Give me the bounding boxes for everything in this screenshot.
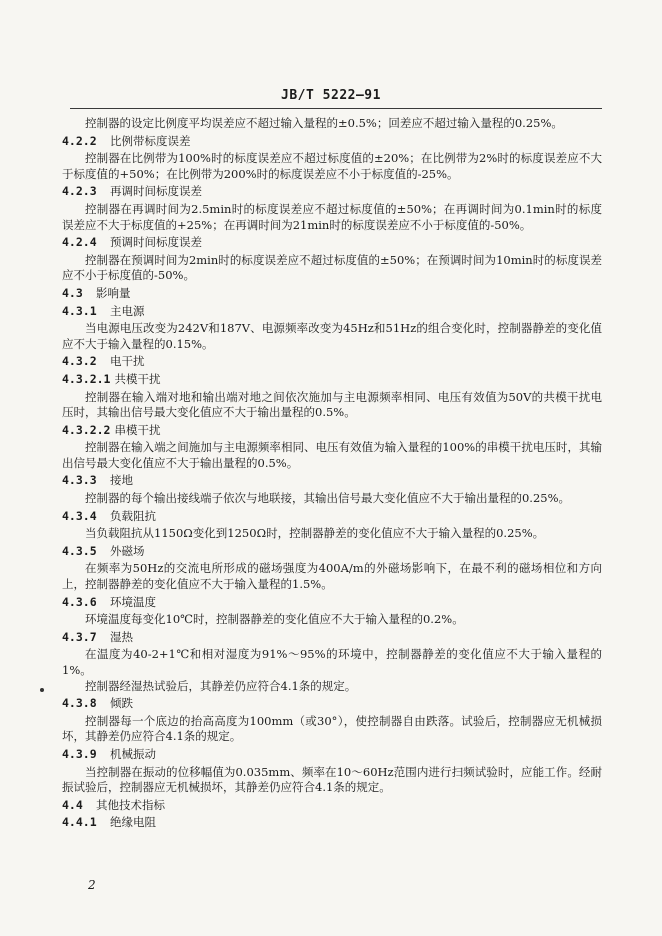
section-title: 串模干扰 [114, 422, 161, 437]
section-title: 外磁场 [110, 543, 145, 558]
body-paragraph: 控制器在再调时间为2.5min时的标度误差应不超过标度值的±50%；在再调时间为0.1min时的标度误差应不大于标度值的+25%；在再调时间为21min时的标度误差应不小于标度值的-50%。 [62, 201, 602, 232]
body-paragraph: 控制器经湿热试验后，其静差仍应符合4.1条的规定。 [85, 678, 357, 693]
section-number: 4.3.8 [62, 696, 97, 711]
section-number: 4.2.4 [62, 235, 97, 250]
section-title: 其他技术指标 [96, 797, 165, 812]
section-number: 4.3.5 [62, 543, 97, 558]
section-title: 再调时间标度误差 [110, 184, 202, 199]
section-heading [62, 696, 602, 712]
section-number: 4.3.9 [62, 746, 97, 761]
section-number: 4.3.6 [62, 594, 97, 609]
section-title: 电干扰 [110, 354, 145, 369]
page-number: 2 [88, 878, 96, 892]
section-title: 倾跌 [110, 696, 133, 711]
section-heading [62, 630, 602, 646]
scan-speck [40, 688, 44, 692]
body-paragraph: 控制器的设定比例度平均误差应不超过输入量程的±0.5%；回差应不超过输入量程的0.25%。 [85, 116, 563, 130]
section-heading [62, 372, 602, 388]
section-heading [62, 184, 602, 200]
section-heading [62, 509, 602, 525]
body-paragraph: 控制器每一个底边的抬高高度为100mm（或30°），使控制器自由跌落。试验后，控制器应无机械损坏，其静差仍应符合4.1条的规定。 [62, 713, 602, 744]
body-paragraph: 控制器的每个输出接线端子依次与地联接，其输出信号最大变化值应不大于输出量程的0.25%。 [85, 491, 571, 506]
section-number: 4.2.3 [62, 184, 97, 199]
section-title: 负载阻抗 [110, 508, 156, 523]
section-heading [62, 595, 602, 611]
header-rule [70, 108, 602, 109]
section-number: 4.3.2 [62, 354, 97, 369]
section-title: 比例带标度误差 [110, 133, 191, 148]
section-number: 4.4.1 [62, 815, 97, 830]
section-heading [62, 304, 602, 320]
section-title: 主电源 [110, 303, 145, 318]
section-heading [62, 798, 602, 814]
section-title: 预调时间标度误差 [110, 235, 202, 250]
section-title: 接地 [110, 473, 133, 488]
section-heading [62, 815, 602, 831]
section-number: 4.4 [62, 797, 83, 812]
section-number: 4.3.7 [62, 629, 97, 644]
section-heading [62, 134, 602, 150]
document-body [62, 116, 602, 833]
body-paragraph: 当电源电压改变为242V和187V、电源频率改变为45Hz和51Hz的组合变化时，控制器静差的变化值应不大于输入量程的0.15%。 [62, 321, 602, 351]
body-paragraph: 当负载阻抗从1150Ω变化到1250Ω时，控制器静差的变化值应不大于输入量程的0.25%。 [85, 526, 545, 541]
standard-code-header: JB/T 5222—91 [281, 88, 381, 103]
section-heading [62, 354, 602, 370]
section-number: 4.3.2.2 [62, 422, 111, 437]
section-number: 4.3.2.1 [62, 371, 111, 386]
section-title: 湿热 [110, 629, 133, 644]
section-title: 机械振动 [110, 746, 156, 761]
body-paragraph: 在温度为40-2+1℃和相对湿度为91%～95%的环境中，控制器静差的变化值应不大于输入量程的1%。 [62, 647, 602, 677]
section-number: 4.3.1 [62, 303, 97, 318]
section-heading [62, 286, 602, 302]
section-title: 影响量 [96, 285, 131, 300]
body-paragraph: 控制器在预调时间为2min时的标度误差应不超过标度值的±50%；在预调时间为10min时的标度误差应不小于标度值的-50%。 [62, 252, 602, 283]
section-title: 绝缘电阻 [110, 815, 156, 830]
body-paragraph: 环境温度每变化10℃时，控制器静差的变化值应不大于输入量程的0.2%。 [85, 612, 464, 627]
section-number: 4.3.3 [62, 473, 97, 488]
body-paragraph: 控制器在输入端之间施加与主电源频率相同、电压有效值为输入量程的100%的串模干扰电压时，其输出信号最大变化值应不大于输出量程的0.5%。 [62, 440, 602, 470]
body-paragraph: 在频率为50Hz的交流电所形成的磁场强度为400A/m的外磁场影响下，在最不利的磁场相位和方向上，控制器静差的变化值应不大于输入量程的1.5%。 [62, 561, 602, 592]
section-heading [62, 747, 602, 763]
section-heading [62, 235, 602, 251]
section-number: 4.3.4 [62, 508, 97, 523]
section-title: 共模干扰 [114, 371, 161, 386]
section-title: 环境温度 [110, 594, 156, 609]
body-paragraph: 控制器在输入端对地和输出端对地之间依次施加与主电源频率相同、电压有效值为50V的共模干扰电压时，其输出信号最大变化值应不大于输出量程的0.5%。 [62, 389, 602, 420]
body-paragraph: 控制器在比例带为100%时的标度误差应不超过标度值的±20%；在比例带为2%时的标度误差应不大于标度值的+50%；在比例带为200%时的标度误差应不小于标度值的-25%。 [62, 151, 602, 181]
body-paragraph: 当控制器在振动的位移幅值为0.035mm、频率在10～60Hz范围内进行扫频试验时，应能工作。经耐振试验后，控制器应无机械损坏，其静差仍应符合4.1条的规定。 [62, 764, 602, 795]
section-heading [62, 473, 602, 489]
section-heading [62, 423, 602, 439]
section-number: 4.3 [62, 285, 83, 300]
section-number: 4.2.2 [62, 133, 97, 148]
section-heading [62, 544, 602, 560]
